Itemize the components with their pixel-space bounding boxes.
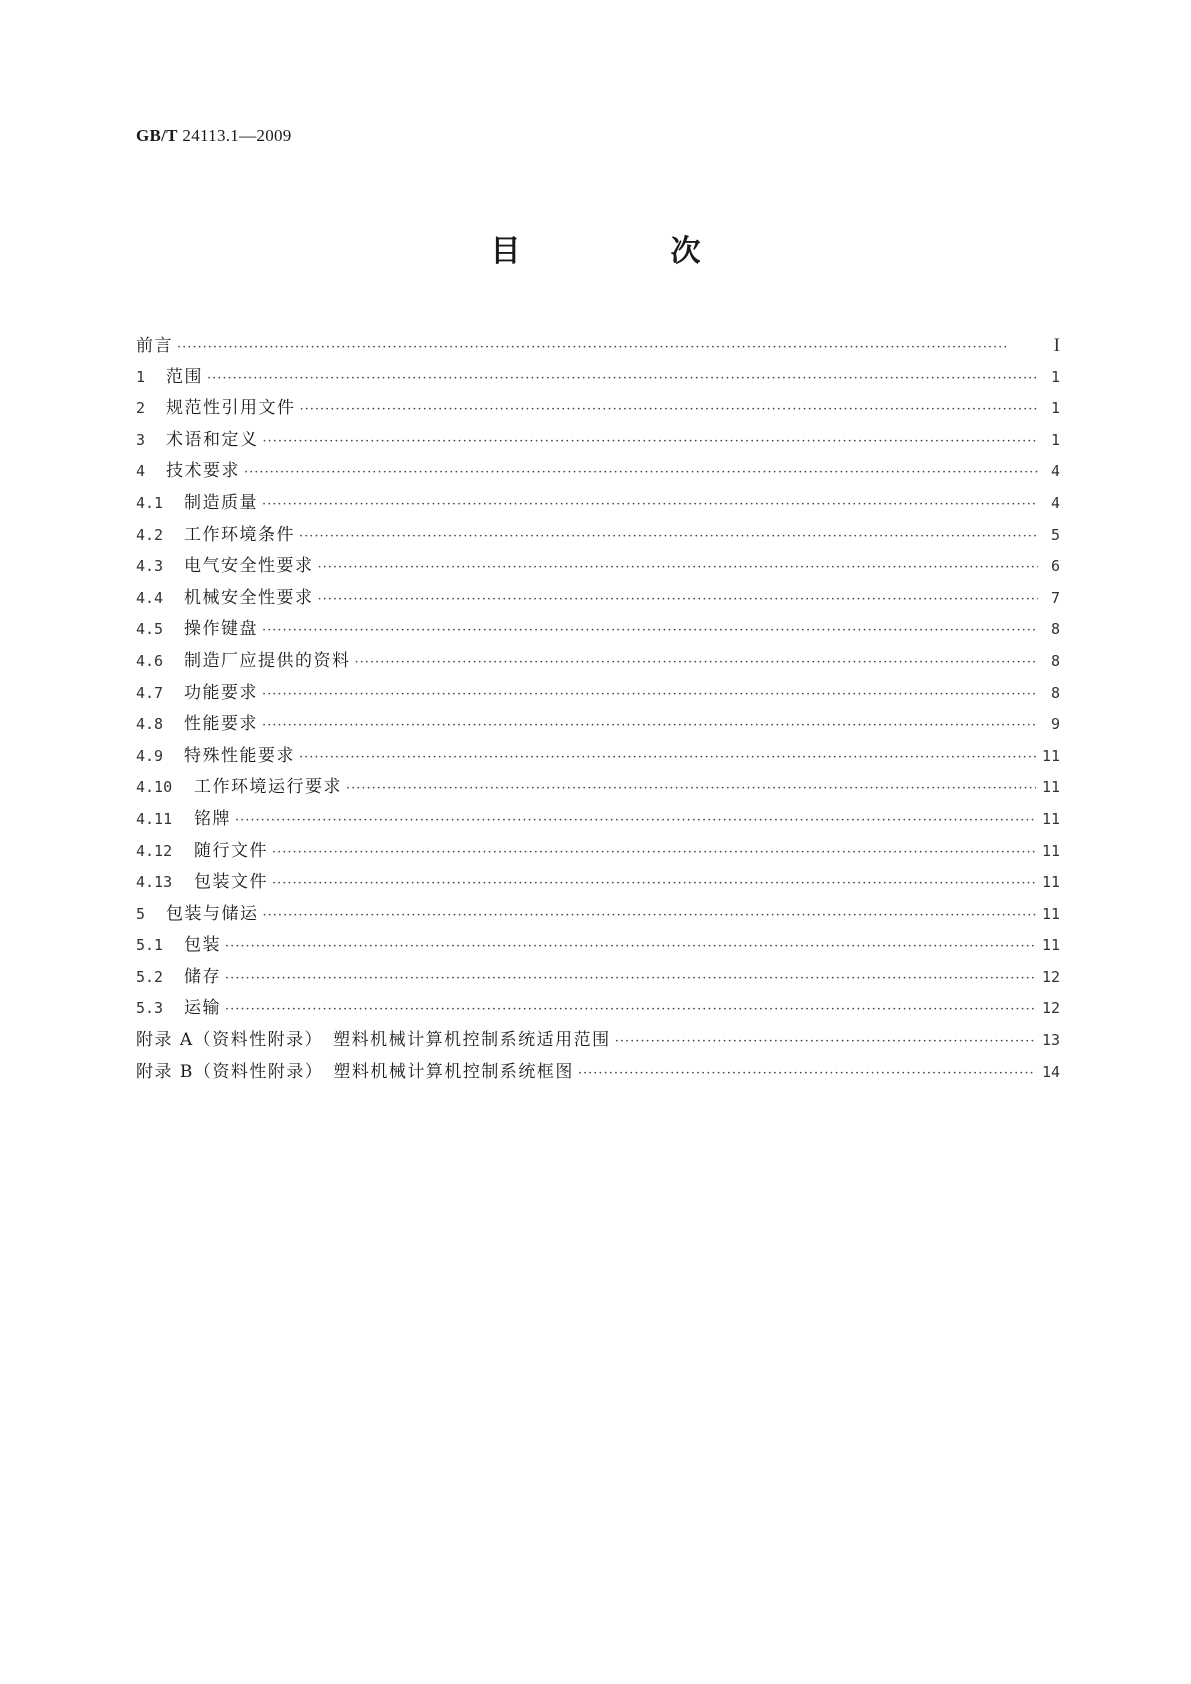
toc-entry-label	[136, 646, 351, 678]
toc-entry-label	[136, 1057, 574, 1089]
dot-leader	[263, 900, 1036, 932]
toc-entry[interactable]	[136, 425, 1060, 457]
toc-entry-label	[136, 393, 296, 425]
toc-entry[interactable]	[136, 804, 1060, 836]
toc-entry-page: 4	[1050, 493, 1060, 512]
toc-entry-title: 附录 A（资料性附录） 塑料机械计算机控制系统适用范围	[136, 1030, 611, 1051]
dot-leader	[272, 837, 1036, 869]
toc-entry-title: 规范性引用文件	[166, 398, 296, 419]
toc-entry-title: 前言	[136, 336, 173, 356]
toc-entry-page: 8	[1050, 620, 1060, 639]
toc-entry-page: 13	[1041, 1031, 1060, 1050]
dot-leader	[262, 489, 1038, 521]
toc-entry-title: 包装	[184, 935, 221, 956]
toc-entry-label	[136, 488, 258, 520]
dot-leader	[346, 773, 1036, 805]
toc-entry[interactable]	[136, 488, 1060, 520]
dot-leader	[299, 521, 1038, 553]
dot-leader	[225, 931, 1036, 963]
toc-entry-title: 制造质量	[184, 492, 258, 513]
toc-entry-title: 工作环境条件	[184, 524, 295, 545]
dot-leader	[235, 805, 1036, 837]
toc-entry-page: 6	[1050, 557, 1060, 576]
toc-entry[interactable]	[136, 330, 1060, 362]
toc-entry[interactable]	[136, 1057, 1060, 1089]
toc-entry-number: 5.3	[136, 999, 164, 1018]
toc-entry-label	[136, 836, 268, 868]
toc-entry-label	[136, 899, 259, 931]
toc-entry[interactable]	[136, 646, 1060, 678]
dot-leader	[225, 994, 1036, 1026]
toc-entry-page: 1	[1050, 399, 1060, 418]
toc-entry-label	[136, 678, 258, 710]
toc-entry[interactable]	[136, 930, 1060, 962]
toc-entry-title: 随行文件	[194, 840, 268, 861]
toc-entry-title: 运输	[184, 998, 221, 1019]
toc-entry-label	[136, 772, 342, 804]
toc-entry-label	[136, 709, 258, 741]
toc-entry-title: 包装文件	[194, 872, 268, 893]
toc-entry-title: 性能要求	[184, 714, 258, 735]
toc-entry-number: 4.10	[136, 778, 173, 797]
toc-entry-number: 4.3	[136, 557, 164, 576]
toc-entry[interactable]	[136, 583, 1060, 615]
toc-entry[interactable]	[136, 741, 1060, 773]
toc-entry-number: 4.13	[136, 873, 173, 892]
toc-entry-title: 特殊性能要求	[184, 745, 295, 766]
standard-prefix: GB/T	[136, 126, 178, 145]
toc-entry-title: 功能要求	[184, 682, 258, 703]
toc-entry[interactable]	[136, 362, 1060, 394]
toc-entry-title: 制造厂应提供的资料	[184, 650, 351, 671]
toc-entry[interactable]	[136, 1025, 1060, 1057]
page-title: 目 次	[490, 234, 761, 269]
toc-entry[interactable]	[136, 678, 1060, 710]
standard-number: 24113.1—2009	[182, 126, 292, 145]
toc-entry-page: I	[1053, 335, 1060, 356]
toc-entry-title: 操作键盘	[184, 619, 258, 640]
toc-entry-label	[136, 583, 314, 615]
toc-entry-title: 电气安全性要求	[184, 556, 314, 577]
toc-entry-number: 5.1	[136, 936, 164, 955]
toc-entry-number: 2	[136, 399, 146, 418]
toc-entry[interactable]	[136, 899, 1060, 931]
toc-entry-number: 5.2	[136, 967, 164, 986]
standard-code	[136, 126, 292, 146]
toc-entry-page: 11	[1041, 778, 1060, 797]
toc-entry-title: 储存	[184, 966, 221, 987]
toc-entry[interactable]	[136, 962, 1060, 994]
toc-entry[interactable]	[136, 520, 1060, 552]
toc-entry[interactable]	[136, 551, 1060, 583]
toc-entry-page: 11	[1041, 841, 1060, 860]
toc-entry[interactable]	[136, 993, 1060, 1025]
toc-entry-number: 4.12	[136, 841, 173, 860]
dot-leader	[262, 615, 1038, 647]
toc-entry-page: 11	[1041, 873, 1060, 892]
toc-entry-label	[136, 456, 240, 488]
toc-entry-number: 4.11	[136, 809, 173, 828]
toc-entry-page: 11	[1041, 936, 1060, 955]
toc-entry-page: 1	[1050, 430, 1060, 449]
dot-leader	[318, 552, 1039, 584]
toc-entry-title: 工作环境运行要求	[194, 777, 342, 798]
toc-entry-number: 4.9	[136, 746, 164, 765]
toc-entry-number: 3	[136, 430, 146, 449]
toc-entry-page: 5	[1050, 525, 1060, 544]
dot-leader	[262, 679, 1038, 711]
toc-entry-number: 5	[136, 904, 146, 923]
toc-entry-page: 12	[1041, 999, 1060, 1018]
toc-entry-number: 4.5	[136, 620, 164, 639]
toc-entry-title: 范围	[166, 366, 203, 387]
toc-entry-label	[136, 362, 203, 394]
toc-entry-label	[136, 993, 221, 1025]
dot-leader	[299, 742, 1036, 774]
toc-entry-page: 9	[1050, 715, 1060, 734]
toc-entry-page: 7	[1050, 588, 1060, 607]
dot-leader	[355, 647, 1039, 679]
toc-entry-label	[136, 930, 221, 962]
toc-entry-page: 8	[1050, 683, 1060, 702]
toc-entry-page: 14	[1041, 1062, 1060, 1081]
toc-entry-label	[136, 331, 173, 363]
toc-entry[interactable]	[136, 836, 1060, 868]
toc-entry-page: 11	[1041, 746, 1060, 765]
toc-entry-title: 包装与储运	[166, 903, 259, 924]
toc-entry[interactable]	[136, 456, 1060, 488]
toc-entry-label	[136, 551, 314, 583]
toc-entry-label	[136, 520, 295, 552]
toc-entry-number: 4.2	[136, 525, 164, 544]
toc-entry-title: 附录 B（资料性附录） 塑料机械计算机控制系统框图	[136, 1061, 574, 1082]
toc-entry-label	[136, 614, 258, 646]
toc-entry-number: 4	[136, 462, 146, 481]
toc-entry-title: 机械安全性要求	[184, 587, 314, 608]
toc-entry-title: 技术要求	[166, 461, 240, 482]
dot-leader	[318, 584, 1039, 616]
toc-entry-label	[136, 962, 221, 994]
toc-entry-page: 4	[1050, 462, 1060, 481]
toc-entry[interactable]	[136, 709, 1060, 741]
dot-leader	[225, 963, 1036, 995]
dot-leader	[263, 426, 1039, 458]
toc-entry-label	[136, 867, 268, 899]
toc-entry-number: 4.8	[136, 715, 164, 734]
toc-entry-number: 4.1	[136, 493, 164, 512]
toc-entry-page: 12	[1041, 967, 1060, 986]
dot-leader	[207, 363, 1038, 395]
toc-entry-page: 11	[1041, 904, 1060, 923]
toc-entry-number: 4.6	[136, 651, 164, 670]
toc-entry-title: 铭牌	[194, 808, 231, 829]
dot-leader	[177, 332, 1038, 364]
toc-entry-number: 1	[136, 367, 146, 386]
table-of-contents	[136, 330, 1060, 1088]
toc-entry-page: 8	[1050, 651, 1060, 670]
toc-entry[interactable]	[136, 393, 1060, 425]
toc-entry-label	[136, 425, 259, 457]
dot-leader	[578, 1058, 1036, 1090]
dot-leader	[262, 710, 1038, 742]
toc-entry-page: 11	[1041, 809, 1060, 828]
toc-entry[interactable]	[136, 614, 1060, 646]
toc-entry-number: 4.4	[136, 588, 164, 607]
toc-entry-label	[136, 1025, 611, 1057]
toc-entry-label	[136, 804, 231, 836]
toc-entry[interactable]	[136, 867, 1060, 899]
dot-leader	[615, 1026, 1036, 1058]
toc-entry-label	[136, 741, 295, 773]
toc-entry[interactable]	[136, 772, 1060, 804]
dot-leader	[244, 457, 1038, 489]
dot-leader	[300, 394, 1039, 426]
toc-entry-title: 术语和定义	[166, 429, 259, 450]
toc-entry-page: 1	[1050, 367, 1060, 386]
toc-entry-number: 4.7	[136, 683, 164, 702]
dot-leader	[272, 868, 1036, 900]
